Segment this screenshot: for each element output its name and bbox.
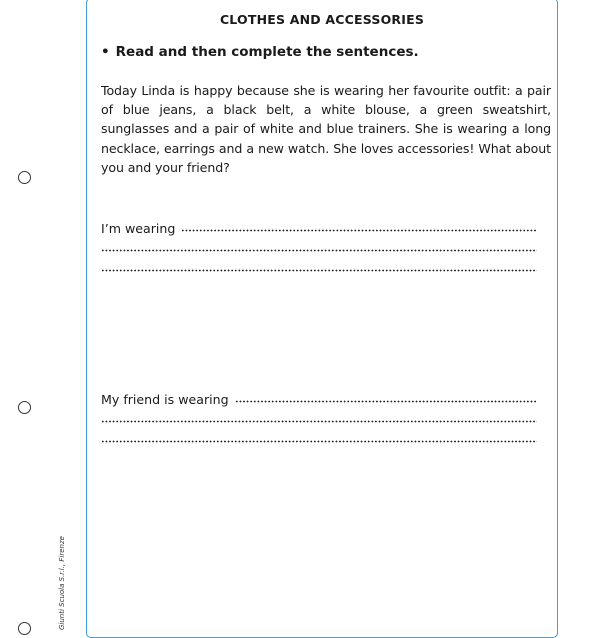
answer-line[interactable]: [101, 256, 537, 276]
answer-line[interactable]: [101, 216, 537, 236]
punch-hole: [18, 622, 31, 635]
instruction-text: Read and then complete the sentences.: [115, 44, 419, 60]
reading-passage: Today Linda is happy because she is wearing her favourite outfit: a pair of blue jeans, a black belt, a white blouse, a green sweatshirt, sunglasses and a pair of white and blue trainers. She is wearing a long necklace, earrings and a new watch. She loves accessories! What about you and your friend?: [101, 83, 551, 175]
answer-line[interactable]: [101, 407, 537, 427]
instruction: [101, 44, 419, 60]
punch-hole: [18, 171, 31, 184]
answer-prompt: I’m wearing: [101, 221, 176, 236]
answer-line[interactable]: [101, 236, 537, 256]
punch-hole: [18, 401, 31, 414]
bullet-icon: •: [101, 44, 110, 60]
publisher-credit: Giunti Scuola S.r.l., Firenze: [58, 536, 66, 630]
worksheet-title: CLOTHES AND ACCESSORIES: [219, 12, 425, 27]
answer-prompt: My friend is wearing: [101, 392, 229, 407]
dotted-line: [101, 440, 537, 443]
dotted-line: [101, 420, 537, 423]
dotted-line: [101, 269, 537, 272]
answer-block-friend: [101, 387, 537, 447]
dotted-line: [181, 229, 537, 232]
answer-line[interactable]: [101, 427, 537, 447]
answer-line[interactable]: [101, 387, 537, 407]
dotted-line: [235, 400, 537, 403]
answer-block-self: [101, 216, 537, 276]
dotted-line: [101, 249, 537, 252]
